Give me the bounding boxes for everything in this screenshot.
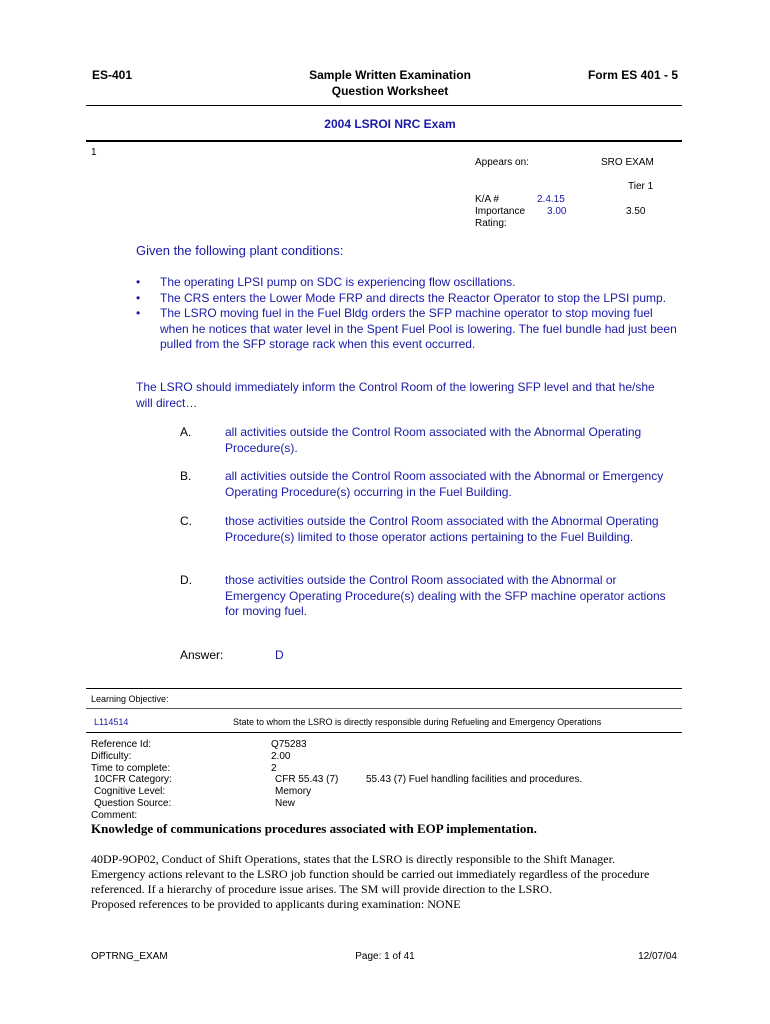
exam-title: 2004 LSROI NRC Exam: [324, 117, 456, 131]
page-number: Page: 1 of 41: [355, 951, 415, 962]
header-divider: [86, 105, 682, 106]
plant-conditions-list: [136, 275, 681, 353]
cognitive-label: Cognitive Level:: [94, 786, 166, 798]
condition-item: • The CRS enters the Lower Mode FRP and directs the Reactor Operator to stop the LPSI pump.: [136, 291, 681, 307]
rating-label: Rating:: [475, 218, 507, 229]
ka-label: K/A #: [475, 194, 499, 205]
condition-item: • The operating LPSI pump on SDC is experiencing flow oscillations.: [136, 275, 681, 291]
answer-option-d: [180, 573, 680, 628]
difficulty-label: Difficulty:: [91, 750, 132, 762]
ka-value: 2.4.15: [537, 194, 565, 205]
time-label: Time to complete:: [91, 762, 171, 774]
reference-id-label: Reference Id:: [91, 739, 152, 750]
difficulty-value: 2.00: [271, 750, 291, 762]
cognitive-value: Memory: [275, 786, 312, 798]
option-letter: B.: [180, 469, 192, 483]
learning-bottom-divider: [86, 732, 682, 733]
learning-objective-id: L114514: [94, 717, 129, 727]
footer-date: 12/07/04: [638, 951, 677, 962]
cfr-label: 10CFR Category:: [94, 774, 172, 786]
option-text: all activities outside the Control Room associated with the Abnormal or Emergency Operating Procedure(s) occurring in the Fuel Building.: [225, 469, 664, 499]
stem-intro: Given the following plant conditions:: [136, 243, 344, 258]
form-id: ES-401: [92, 68, 133, 82]
source-label: Question Source:: [94, 797, 172, 809]
page-title: [250, 68, 530, 98]
learning-objective-label: Learning Objective:: [91, 694, 169, 704]
importance-sro-value: 3.50: [626, 206, 646, 217]
comment-line: referenced. If a hierarchy of procedure issue arises. The SM will provide direction to the LSRO.: [91, 882, 552, 896]
footer-exam-id: OPTRNG_EXAM: [91, 951, 168, 962]
appears-on-label: Appears on:: [475, 157, 529, 168]
condition-item: • The LSRO moving fuel in the Fuel Bldg orders the SFP machine operator to stop moving fuel when he notices that water level in the Spent Fuel Pool is lowering. The fuel bundle had just been pulled from the SFP storage rack when this event occurred.: [136, 306, 681, 353]
exam-divider: [86, 140, 682, 142]
section-divider: [86, 688, 682, 689]
answer-value: D: [275, 648, 284, 662]
title-line-2: Question Worksheet: [331, 84, 449, 98]
form-number: Form ES 401 - 5: [587, 68, 678, 82]
details-values: [271, 739, 338, 810]
option-text: those activities outside the Control Room associated with the Abnormal Operating Procedure(s) limited to those operator actions pertaining to the Fuel Building.: [225, 514, 659, 544]
cfr-description: 55.43 (7) Fuel handling facilities and procedures.: [366, 774, 583, 786]
reference-id-value: Q75283: [271, 739, 307, 750]
option-letter: C.: [180, 514, 192, 528]
learning-objective-text: State to whom the LSRO is directly responsible during Refueling and Emergency Operations: [233, 717, 602, 727]
title-line-1: Sample Written Examination: [309, 68, 471, 82]
answer-option-a: [180, 425, 680, 465]
comment-body: [91, 852, 691, 912]
appears-on-value: SRO EXAM: [601, 157, 654, 168]
answer-label: Answer:: [180, 648, 224, 662]
question-stem: The LSRO should immediately inform the Control Room of the lowering SFP level and that he/she will direct…: [136, 380, 655, 410]
learning-divider: [86, 708, 682, 709]
option-text: all activities outside the Control Room associated with the Abnormal Operating Procedure(s).: [225, 425, 642, 455]
comment-line: 40DP-9OP02, Conduct of Shift Operations, states that the LSRO is directly responsible to the Shift Manager.: [91, 852, 615, 866]
answer-option-c: [180, 514, 680, 569]
comment-line: Emergency actions relevant to the LSRO job function should be carried out immediately regardless of the procedure: [91, 867, 650, 881]
question-number: 1: [91, 147, 97, 158]
tier-label: Tier 1: [628, 181, 654, 192]
answer-option-b: [180, 469, 680, 509]
cfr-value: CFR 55.43 (7): [275, 774, 339, 786]
comment-line: Proposed references to be provided to applicants during examination: NONE: [91, 897, 461, 911]
comment-heading: Knowledge of communications procedures associated with EOP implementation.: [91, 821, 537, 836]
importance-label: Importance: [475, 206, 526, 217]
details-labels: [91, 739, 172, 822]
importance-value: 3.00: [547, 206, 567, 217]
option-text: those activities outside the Control Room associated with the Abnormal or Emergency Operating Procedure(s) dealing with the SFP machine operator actions for moving fuel.: [225, 573, 666, 618]
source-value: New: [275, 797, 296, 809]
comment-label: Comment:: [91, 809, 138, 821]
option-letter: D.: [180, 573, 192, 587]
option-letter: A.: [180, 425, 192, 439]
time-value: 2: [271, 762, 277, 774]
